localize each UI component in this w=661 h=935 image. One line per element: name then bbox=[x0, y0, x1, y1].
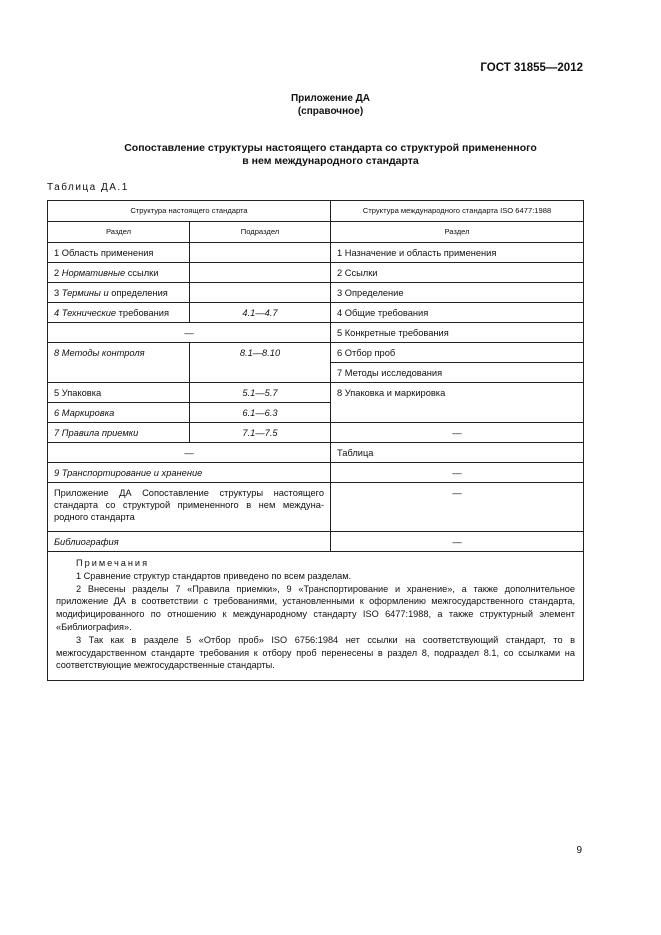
cell-left: Библиография bbox=[48, 532, 331, 552]
table-row bbox=[48, 532, 584, 552]
cell-sub bbox=[190, 283, 331, 303]
cell-sub bbox=[190, 263, 331, 283]
table-row bbox=[48, 463, 584, 483]
cell-left: Приложение ДА Сопоставление структуры настоящего стандарта со структурой примененного в нем междуна-родного стандарта bbox=[48, 483, 331, 532]
cell-right: — bbox=[331, 483, 584, 532]
comparison-table bbox=[47, 200, 584, 681]
annex-title: Приложение ДА bbox=[290, 93, 371, 104]
table-header-row bbox=[48, 201, 584, 222]
notes-heading: Примечания bbox=[76, 558, 150, 568]
cell-right: Таблица bbox=[331, 443, 584, 463]
subheader-section-right: Раздел bbox=[331, 222, 584, 243]
table-subheader-row bbox=[48, 222, 584, 243]
cell-left: — bbox=[48, 323, 331, 343]
cell-sub: 7.1—7.5 bbox=[190, 423, 331, 443]
cell-right: 8 Упаковка и маркировка bbox=[331, 383, 584, 423]
page-number: 9 bbox=[576, 845, 582, 856]
table-row bbox=[48, 243, 584, 263]
subheader-section: Раздел bbox=[48, 222, 190, 243]
cell-left: 4 Технические требования bbox=[48, 303, 190, 323]
table-row bbox=[48, 423, 584, 443]
cell-right: 3 Определение bbox=[331, 283, 584, 303]
cell-right: 2 Ссылки bbox=[331, 263, 584, 283]
cell-right: — bbox=[331, 463, 584, 483]
table-row bbox=[48, 283, 584, 303]
cell-right: — bbox=[331, 423, 584, 443]
annex-heading bbox=[0, 92, 661, 118]
cell-right: 1 Назначение и область применения bbox=[331, 243, 584, 263]
note-2: 2 Внесены разделы 7 «Правила приемки», 9 «Транспортирование и хранение», а также дополнительное приложение ДА в соответствии с требованиями, установленными к оформлению межгосударственного стандарта, модифицированного по отношению к международному стандарту ISO 6477:1988, а также структурный элемент «Библиография». bbox=[56, 583, 575, 632]
table-row bbox=[48, 323, 584, 343]
cell-right: — bbox=[331, 532, 584, 552]
cell-left: 7 Правила приемки bbox=[48, 423, 190, 443]
table-row bbox=[48, 303, 584, 323]
notes bbox=[48, 552, 584, 681]
subheader-subsection: Подраздел bbox=[190, 222, 331, 243]
table-row bbox=[48, 483, 584, 532]
cell-left: 5 Упаковка bbox=[48, 383, 190, 403]
document-code: ГОСТ 31855—2012 bbox=[480, 62, 583, 74]
notes-row bbox=[48, 552, 584, 681]
header-international-standard: Структура международного стандарта ISO 6477:1988 bbox=[331, 201, 584, 222]
note-3: 3 Так как в разделе 5 «Отбор проб» ISO 6756:1984 нет ссылки на соответствующий стандарт, то в межгосударственном стандарте требования к отбору проб перенесены в раздел 8, подраздел 8.1, со ссылками на соответствующие межгосударственные стандарты. bbox=[56, 634, 575, 671]
cell-left: 3 Термины и определения bbox=[48, 283, 190, 303]
cell-left: 6 Маркировка bbox=[48, 403, 190, 423]
annex-subtitle: (справочное) bbox=[297, 106, 364, 117]
table-row bbox=[48, 443, 584, 463]
section-title bbox=[40, 142, 621, 168]
cell-sub: 4.1—4.7 bbox=[190, 303, 331, 323]
cell-left: 8 Методы контроля bbox=[48, 343, 190, 383]
table-row bbox=[48, 343, 584, 363]
cell-left: 2 Нормативные ссылки bbox=[48, 263, 190, 283]
section-title-line-2: в нем международного стандарта bbox=[242, 155, 419, 167]
cell-sub bbox=[190, 243, 331, 263]
cell-left: 1 Область применения bbox=[48, 243, 190, 263]
cell-left: — bbox=[48, 443, 331, 463]
header-current-standard: Структура настоящего стандарта bbox=[48, 201, 331, 222]
cell-sub: 6.1—6.3 bbox=[190, 403, 331, 423]
cell-right: 7 Методы исследования bbox=[331, 363, 584, 383]
cell-left: 9 Транспортирование и хранение bbox=[48, 463, 331, 483]
table-row bbox=[48, 383, 584, 403]
table-row bbox=[48, 263, 584, 283]
section-title-line-1: Сопоставление структуры настоящего стандарта со структурой примененного bbox=[124, 142, 537, 154]
table-caption: Таблица ДА.1 bbox=[47, 182, 129, 193]
cell-right: 6 Отбор проб bbox=[331, 343, 584, 363]
note-1: 1 Сравнение структур стандартов приведено по всем разделам. bbox=[76, 570, 352, 581]
cell-sub: 5.1—5.7 bbox=[190, 383, 331, 403]
cell-right: 4 Общие требования bbox=[331, 303, 584, 323]
cell-sub: 8.1—8.10 bbox=[190, 343, 331, 383]
cell-right: 5 Конкретные требования bbox=[331, 323, 584, 343]
